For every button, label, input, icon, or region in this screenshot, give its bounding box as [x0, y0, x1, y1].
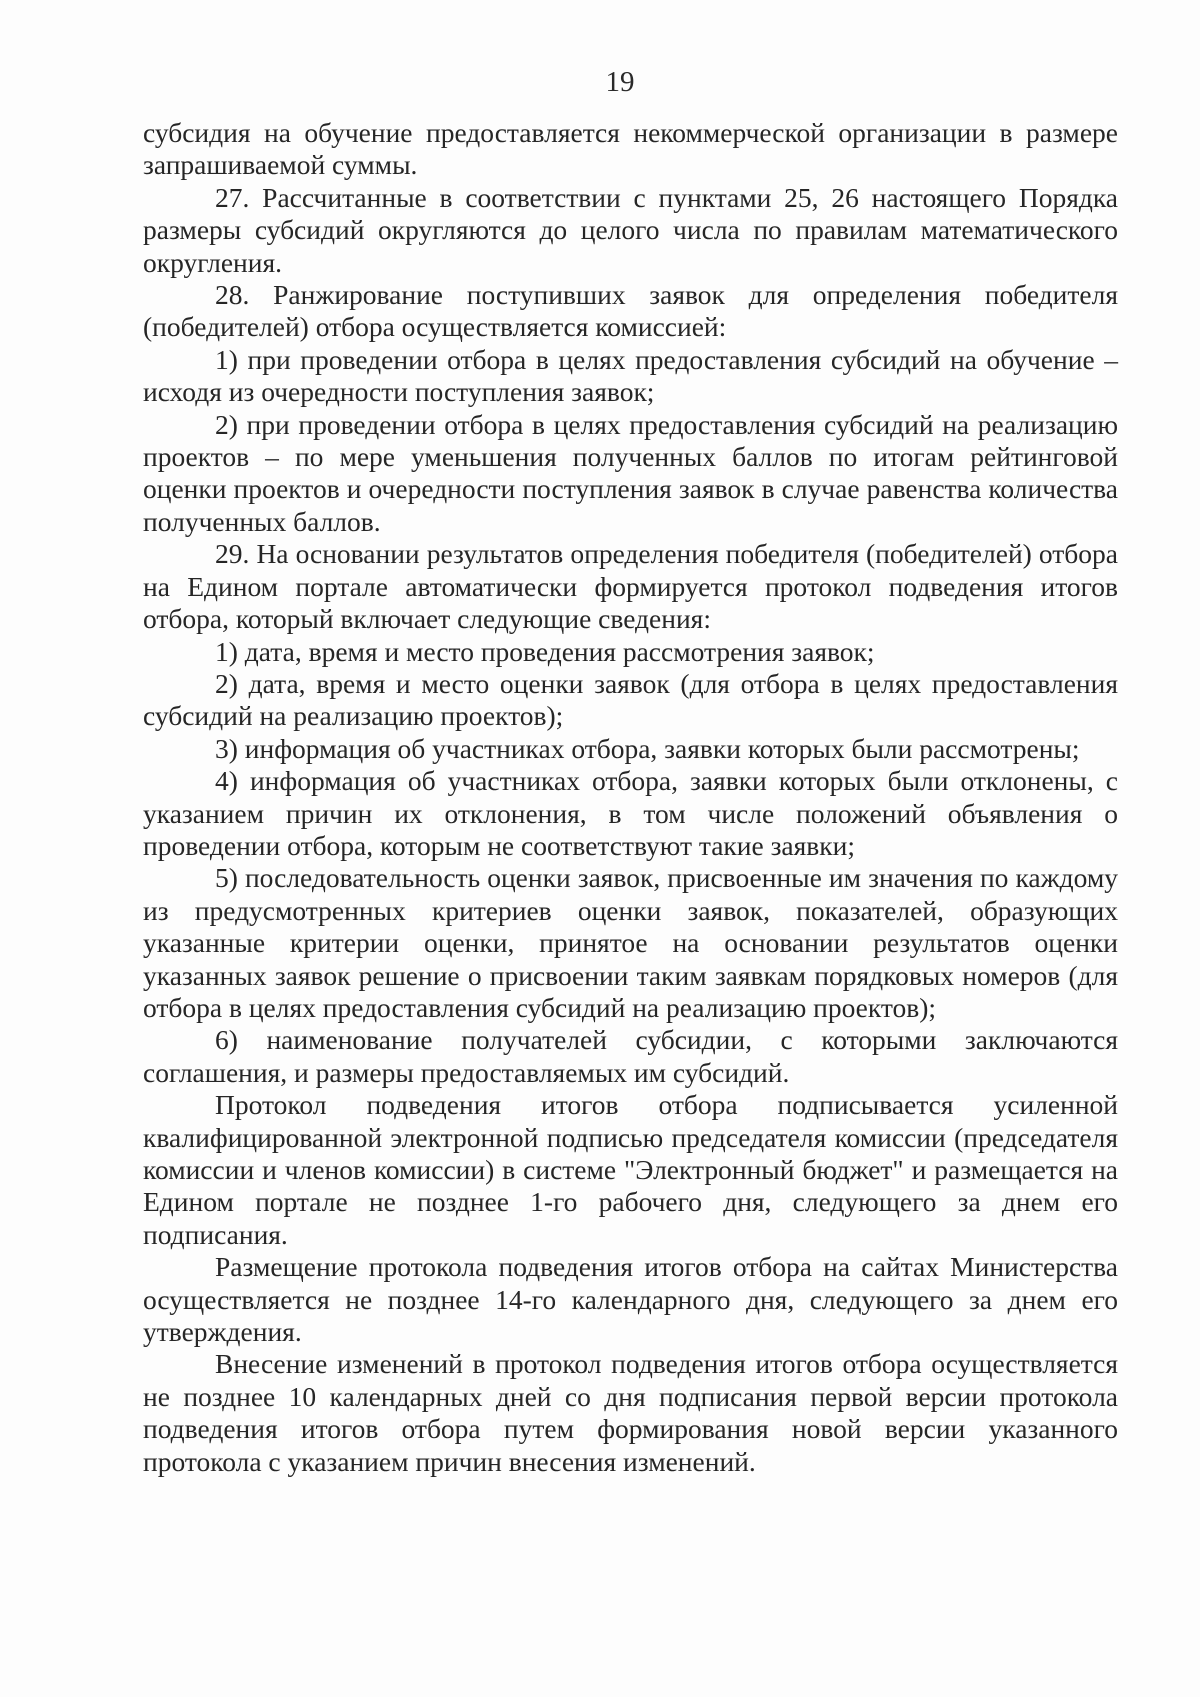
paragraph-item-29-3: 3) информация об участниках отбора, заявки которых были рассмотрены;	[215, 732, 1080, 764]
paragraph-item-28-1: 1) при проведении отбора в целях предоставления субсидий на обучение – исходя из очередности поступления заявок;	[143, 343, 1118, 408]
paragraph-protocol-publication: Размещение протокола подведения итогов отбора на сайтах Министерства осуществляется не позднее 14-го календарного дня, следующего за днем его утверждения.	[143, 1251, 1118, 1348]
paragraph-continuation: субсидия на обучение предоставляется некоммерческой организации в размере запрашиваемой суммы.	[143, 117, 1118, 181]
page-number: 19	[605, 66, 635, 98]
paragraph-protocol-changes: Внесение изменений в протокол подведения итогов отбора осуществляется не позднее 10 календарных дней со дня подписания первой версии протокола подведения итогов отбора путем формирования новой версии указанного протокола с указанием причин внесения изменений.	[143, 1348, 1118, 1477]
paragraph-item-29-4: 4) информация об участниках отбора, заявки которых были отклонены, с указанием причин их отклонения, в том числе положений объявления о проведении отбора, которым не соответствуют такие заявки;	[143, 765, 1118, 861]
document-body	[143, 117, 1118, 1478]
paragraph-item-29-6: 6) наименование получателей субсидии, с которыми заключаются соглашения, и размеры предоставляемых им субсидий.	[143, 1024, 1118, 1088]
paragraph-item-28: 28. Ранжирование поступивших заявок для определения победителя (победителей) отбора осуществляется комиссией:	[143, 279, 1118, 343]
paragraph-item-29: 29. На основании результатов определения победителя (победителей) отбора на Едином портале автоматически формируется протокол подведения итогов отбора, который включает следующие сведения:	[143, 538, 1118, 635]
paragraph-item-29-5: 5) последовательность оценки заявок, присвоенные им значения по каждому из предусмотренных критериев оценки заявок, показателей, образующих указанные критерии оценки, принятое на основании результатов оценки указанных заявок решение о присвоении таким заявкам порядковых номеров (для отбора в целях предоставления субсидий на реализацию проектов);	[143, 862, 1118, 1023]
paragraph-protocol-signing: Протокол подведения итогов отбора подписывается усиленной квалифицированной электронной подписью председателя комиссии (председателя комиссии и членов комиссии) в системе "Электронный бюджет" и размещается на Едином портале не позднее 1-го рабочего дня, следующего за днем его подписания.	[143, 1089, 1118, 1250]
paragraph-item-29-1: 1) дата, время и место проведения рассмотрения заявок;	[215, 635, 875, 667]
paragraph-item-27: 27. Рассчитанные в соответствии с пунктами 25, 26 настоящего Порядка размеры субсидий округляются до целого числа по правилам математического округления.	[143, 181, 1118, 278]
paragraph-item-29-2: 2) дата, время и место оценки заявок (для отбора в целях предоставления субсидий на реализацию проектов);	[143, 667, 1118, 732]
paragraph-item-28-2: 2) при проведении отбора в целях предоставления субсидий на реализацию проектов – по мере уменьшения полученных баллов по итогам рейтинговой оценки проектов и очередности поступления заявок в случае равенства количества полученных баллов.	[143, 408, 1118, 537]
